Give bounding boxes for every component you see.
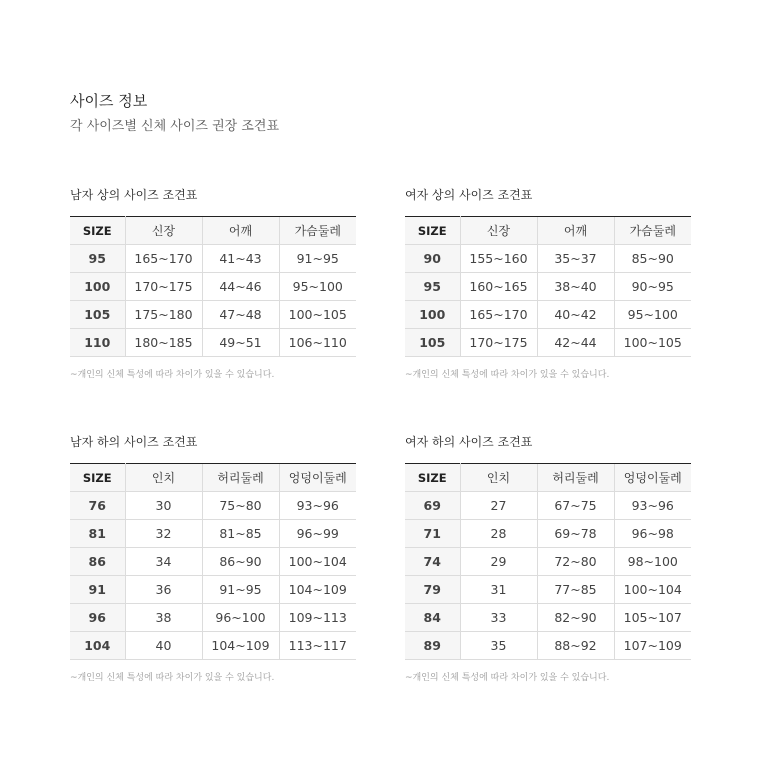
table-cell: 155~160 xyxy=(460,245,537,273)
column-header: 허리둘레 xyxy=(537,464,614,492)
table-cell: 47~48 xyxy=(202,301,279,329)
table-cell: 96~99 xyxy=(279,520,356,548)
table-cell: 104~109 xyxy=(202,632,279,660)
table-cell: 165~170 xyxy=(460,301,537,329)
size-cell: 91 xyxy=(70,576,125,604)
table-cell: 28 xyxy=(460,520,537,548)
table-cell: 44~46 xyxy=(202,273,279,301)
table-row xyxy=(70,329,356,357)
column-header: SIZE xyxy=(70,217,125,245)
men-bottom-size-title: 남자 하의 사이즈 조견표 xyxy=(70,435,198,449)
table-cell: 81~85 xyxy=(202,520,279,548)
table-cell: 95~100 xyxy=(279,273,356,301)
size-cell: 71 xyxy=(405,520,460,548)
table-cell: 35~37 xyxy=(537,245,614,273)
table-cell: 105~107 xyxy=(614,604,691,632)
women-bottom-size-section xyxy=(405,433,691,683)
table-cell: 113~117 xyxy=(279,632,356,660)
table-cell: 106~110 xyxy=(279,329,356,357)
table-cell: 91~95 xyxy=(202,576,279,604)
size-cell: 105 xyxy=(405,329,460,357)
table-row xyxy=(405,548,691,576)
women-bottom-size-table xyxy=(405,463,691,660)
size-cell: 86 xyxy=(70,548,125,576)
table-cell: 49~51 xyxy=(202,329,279,357)
table-cell: 38 xyxy=(125,604,202,632)
disclaimer-note: ~개인의 신체 특성에 따라 차이가 있을 수 있습니다. xyxy=(70,673,275,683)
table-cell: 69~78 xyxy=(537,520,614,548)
table-cell: 29 xyxy=(460,548,537,576)
table-cell: 170~175 xyxy=(460,329,537,357)
table-cell: 42~44 xyxy=(537,329,614,357)
table-row xyxy=(70,520,356,548)
men-top-size-title: 남자 상의 사이즈 조견표 xyxy=(70,188,198,202)
column-header: 어깨 xyxy=(537,217,614,245)
size-cell: 110 xyxy=(70,329,125,357)
column-header: 신장 xyxy=(460,217,537,245)
table-row xyxy=(405,632,691,660)
men-bottom-size-table xyxy=(70,463,356,660)
size-cell: 95 xyxy=(405,273,460,301)
column-header: 엉덩이둘레 xyxy=(614,464,691,492)
table-cell: 170~175 xyxy=(125,273,202,301)
table-row xyxy=(70,604,356,632)
table-cell: 34 xyxy=(125,548,202,576)
table-row xyxy=(405,576,691,604)
size-cell: 79 xyxy=(405,576,460,604)
table-cell: 107~109 xyxy=(614,632,691,660)
table-cell: 165~170 xyxy=(125,245,202,273)
column-header: 인치 xyxy=(460,464,537,492)
table-row xyxy=(405,604,691,632)
table-row xyxy=(70,301,356,329)
table-cell: 90~95 xyxy=(614,273,691,301)
table-cell: 96~98 xyxy=(614,520,691,548)
table-row xyxy=(405,273,691,301)
table-row xyxy=(70,632,356,660)
table-cell: 75~80 xyxy=(202,492,279,520)
table-row xyxy=(70,576,356,604)
page-title: 사이즈 정보 xyxy=(70,92,148,110)
table-cell: 98~100 xyxy=(614,548,691,576)
size-cell: 89 xyxy=(405,632,460,660)
table-cell: 88~92 xyxy=(537,632,614,660)
table-cell: 100~104 xyxy=(279,548,356,576)
disclaimer-note: ~개인의 신체 특성에 따라 차이가 있을 수 있습니다. xyxy=(70,370,275,380)
table-row xyxy=(405,245,691,273)
table-cell: 100~105 xyxy=(614,329,691,357)
table-row xyxy=(70,273,356,301)
table-cell: 30 xyxy=(125,492,202,520)
column-header: 허리둘레 xyxy=(202,464,279,492)
size-cell: 100 xyxy=(70,273,125,301)
column-header: SIZE xyxy=(70,464,125,492)
column-header: SIZE xyxy=(405,217,460,245)
table-cell: 160~165 xyxy=(460,273,537,301)
table-header-row xyxy=(70,464,356,492)
table-cell: 31 xyxy=(460,576,537,604)
column-header: 신장 xyxy=(125,217,202,245)
size-cell: 95 xyxy=(70,245,125,273)
table-cell: 41~43 xyxy=(202,245,279,273)
women-bottom-size-title: 여자 하의 사이즈 조견표 xyxy=(405,435,533,449)
page-subtitle: 각 사이즈별 신체 사이즈 권장 조견표 xyxy=(70,119,280,134)
column-header: 어깨 xyxy=(202,217,279,245)
table-cell: 104~109 xyxy=(279,576,356,604)
table-cell: 91~95 xyxy=(279,245,356,273)
men-bottom-size-section xyxy=(70,433,356,683)
men-top-size-table xyxy=(70,216,356,357)
table-cell: 38~40 xyxy=(537,273,614,301)
column-header: 가슴둘레 xyxy=(614,217,691,245)
table-cell: 35 xyxy=(460,632,537,660)
table-cell: 86~90 xyxy=(202,548,279,576)
column-header: SIZE xyxy=(405,464,460,492)
table-header-row xyxy=(70,217,356,245)
size-cell: 84 xyxy=(405,604,460,632)
size-cell: 100 xyxy=(405,301,460,329)
table-cell: 40 xyxy=(125,632,202,660)
table-cell: 175~180 xyxy=(125,301,202,329)
table-cell: 32 xyxy=(125,520,202,548)
size-cell: 105 xyxy=(70,301,125,329)
table-row xyxy=(70,245,356,273)
disclaimer-note: ~개인의 신체 특성에 따라 차이가 있을 수 있습니다. xyxy=(405,673,610,683)
table-header-row xyxy=(405,464,691,492)
table-row xyxy=(405,520,691,548)
table-row xyxy=(405,301,691,329)
table-cell: 100~104 xyxy=(614,576,691,604)
size-cell: 104 xyxy=(70,632,125,660)
table-cell: 77~85 xyxy=(537,576,614,604)
table-cell: 72~80 xyxy=(537,548,614,576)
women-top-size-section xyxy=(405,186,691,380)
table-cell: 27 xyxy=(460,492,537,520)
table-cell: 82~90 xyxy=(537,604,614,632)
table-header-row xyxy=(405,217,691,245)
table-row xyxy=(70,492,356,520)
table-cell: 96~100 xyxy=(202,604,279,632)
men-top-size-section xyxy=(70,186,356,380)
table-cell: 180~185 xyxy=(125,329,202,357)
size-cell: 81 xyxy=(70,520,125,548)
column-header: 인치 xyxy=(125,464,202,492)
table-cell: 100~105 xyxy=(279,301,356,329)
table-cell: 33 xyxy=(460,604,537,632)
women-top-size-title: 여자 상의 사이즈 조견표 xyxy=(405,188,533,202)
column-header: 가슴둘레 xyxy=(279,217,356,245)
size-cell: 96 xyxy=(70,604,125,632)
table-row xyxy=(70,548,356,576)
table-cell: 109~113 xyxy=(279,604,356,632)
size-cell: 76 xyxy=(70,492,125,520)
size-cell: 90 xyxy=(405,245,460,273)
disclaimer-note: ~개인의 신체 특성에 따라 차이가 있을 수 있습니다. xyxy=(405,370,610,380)
table-cell: 93~96 xyxy=(279,492,356,520)
table-row xyxy=(405,492,691,520)
table-cell: 36 xyxy=(125,576,202,604)
size-cell: 69 xyxy=(405,492,460,520)
table-cell: 95~100 xyxy=(614,301,691,329)
size-cell: 74 xyxy=(405,548,460,576)
women-top-size-table xyxy=(405,216,691,357)
table-cell: 93~96 xyxy=(614,492,691,520)
table-row xyxy=(405,329,691,357)
table-cell: 40~42 xyxy=(537,301,614,329)
table-cell: 67~75 xyxy=(537,492,614,520)
table-cell: 85~90 xyxy=(614,245,691,273)
column-header: 엉덩이둘레 xyxy=(279,464,356,492)
